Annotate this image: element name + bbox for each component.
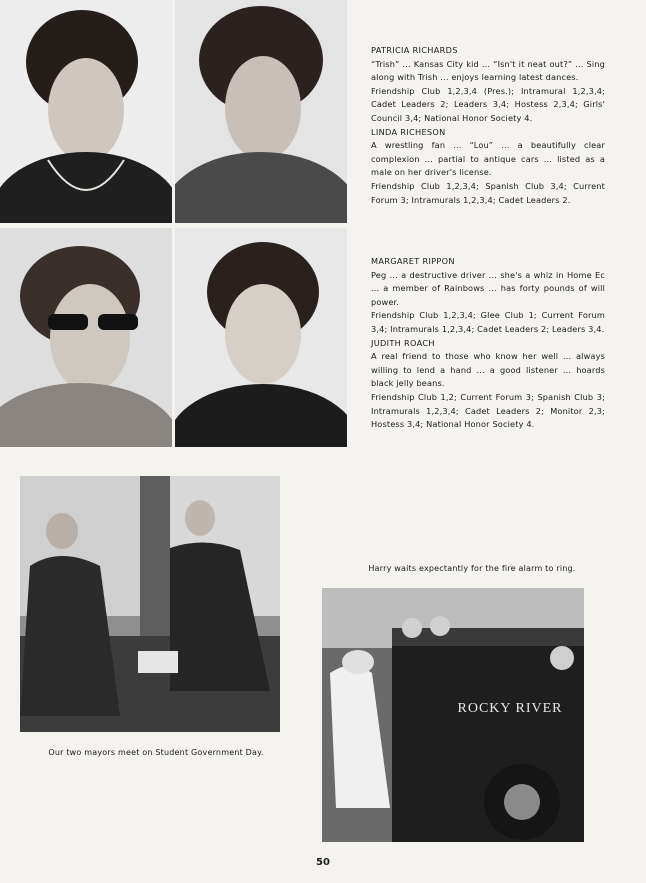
student-bio: A real friend to those who know her well ... always willing to lend a hand ... a good listener ... hoards black jelly beans. [371,351,605,389]
student-activities: Friendship Club 1,2,3,4; Glee Club 1; Current Forum 3,4; Intramurals 1,2,3,4; Cadet Leaders 2; Leaders 3,4. [371,310,605,334]
portrait-image [175,0,347,223]
truck-lettering: ROCKY RIVER [457,701,563,716]
portrait-linda-richeson [175,0,347,223]
photo-image [322,588,584,842]
page-number: 50 [316,857,330,868]
student-activities: Friendship Club 1,2; Current Forum 3; Spanish Club 3; Intramurals 1,2,3,4; Cadet Leaders 2; Monitor 2,3; Hostess 3,4; National Honor Society 4. [371,391,605,430]
student-bio: A wrestling fan ... “Lou” ... a beautifully clear complexion ... partial to antique cars ... listed as a male on her driver's license. [371,140,605,178]
mayors-caption: Our two mayors meet on Student Government Day. [48,748,264,757]
student-name: JUDITH ROACH [371,337,435,348]
student-bio: Peg ... a destructive driver ... she's a whiz in Home Ec ... a member of Rainbows ... has forty pounds of will power. [371,269,605,307]
portrait-margaret-rippon [0,228,172,447]
student-name: MARGARET RIPPON [371,256,455,266]
portrait-patricia-richards [0,0,172,223]
bio-block-bottom [371,255,605,432]
student-activities: Friendship Club 1,2,3,4 (Pres.); Intramural 1,2,3,4; Cadet Leaders 2; Leaders 3,4; Hostess 2,3,4; Girls' Council 3,4; National Honor Society 4. [371,85,605,123]
mayors-handshake-photo [20,476,280,732]
portrait-image [0,228,172,447]
portrait-image [175,228,347,447]
bio-block-top [371,44,605,207]
student-name: PATRICIA RICHARDS [371,45,458,55]
fire-caption: Harry waits expectantly for the fire alarm to ring. [368,564,576,573]
student-activities: Friendship Club 1,2,3,4; Spanish Club 3,4; Current Forum 3; Intramurals 1,2,3,4; Cadet Leaders 2. [371,180,605,205]
portrait-judith-roach [175,228,347,447]
fire-truck-photo [322,588,584,842]
student-name: LINDA RICHESON [371,126,446,137]
portrait-image [0,0,172,223]
photo-image [20,476,280,732]
student-bio: “Trish” ... Kansas City kid ... “Isn't it neat out?” ... Sing along with Trish ... enjoys learning latest dances. [371,58,605,83]
